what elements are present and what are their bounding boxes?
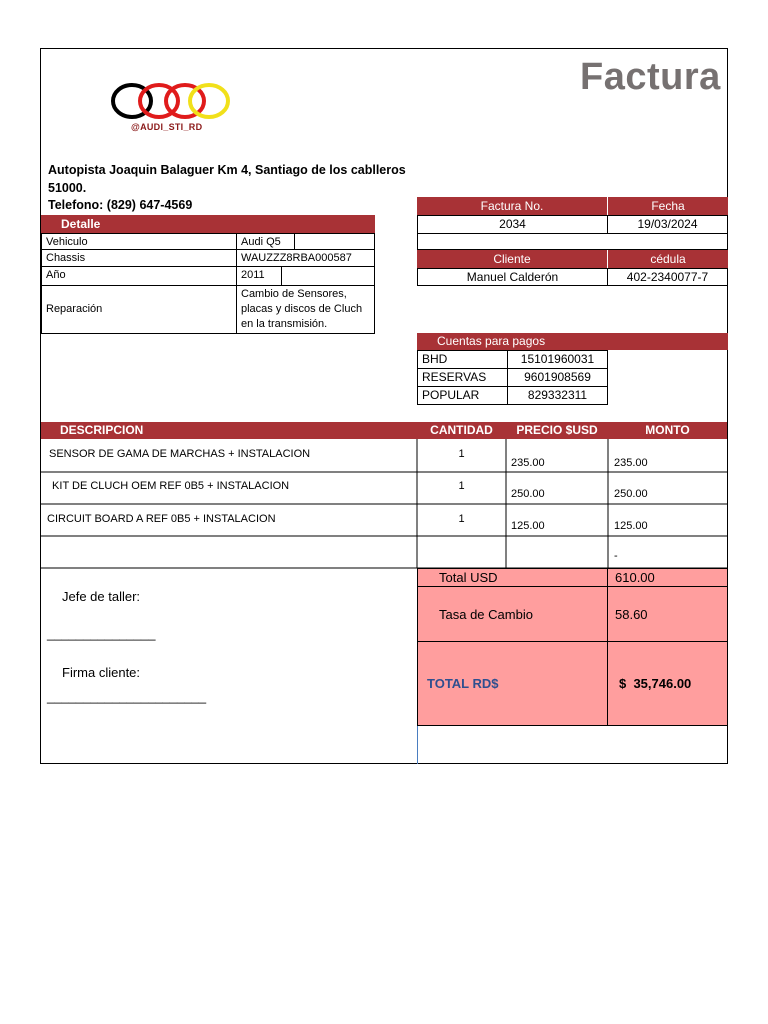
- item-description: SENSOR DE GAMA DE MARCHAS + INSTALACION: [49, 448, 311, 460]
- invoice-number-label: Factura No.: [417, 197, 607, 215]
- total-rd-label: TOTAL RD$: [427, 676, 499, 691]
- invoice-spacer-row: [417, 233, 728, 250]
- account-number: 9601908569: [507, 368, 608, 387]
- client-label: Cliente: [417, 250, 607, 268]
- account-number: 15101960031: [507, 350, 608, 369]
- accounts-header: Cuentas para pagos: [417, 333, 728, 350]
- detail-empty-cell: [281, 266, 375, 286]
- detail-value-repair: Cambio de Sensores, placas y discos de Cluch en la transmisión.: [236, 285, 375, 334]
- detail-label-year: Año: [41, 266, 237, 286]
- rings-logo: [110, 82, 254, 122]
- chief-signature-line: _______________: [47, 626, 156, 641]
- item-qty: 1: [458, 480, 465, 492]
- item-qty: 1: [458, 513, 465, 525]
- item-price: 250.00: [511, 488, 545, 500]
- item-description: CIRCUIT BOARD A REF 0B5 + INSTALACION: [47, 513, 276, 525]
- account-bank: RESERVAS: [417, 368, 508, 387]
- total-usd-value-cell: [607, 568, 728, 587]
- account-bank: BHD: [417, 350, 508, 369]
- item-price: 235.00: [511, 457, 545, 469]
- item-price: 125.00: [511, 520, 545, 532]
- detail-value-vehicle: Audi Q5: [236, 233, 295, 250]
- exchange-rate-label-cell: [417, 586, 608, 642]
- invoice-date: 19/03/2024: [607, 215, 728, 234]
- total-rd: $ 35,746.00: [619, 676, 692, 691]
- account-number: 829332311: [507, 386, 608, 405]
- chief-signature-label: Jefe de taller:: [62, 589, 141, 604]
- detail-value-chassis: WAUZZZ8RBA000587: [236, 249, 375, 267]
- invoice-title: Factura: [580, 56, 721, 98]
- detail-label-vehicle: Vehiculo: [41, 233, 237, 250]
- client-id: 402-2340077-7: [607, 268, 728, 286]
- total-usd: 610.00: [615, 570, 655, 585]
- account-bank: POPULAR: [417, 386, 508, 405]
- total-rd-value-cell: [607, 641, 728, 726]
- detail-label-repair: Reparación: [41, 285, 237, 334]
- brand-name: @AUDI_STI_RD: [131, 122, 203, 132]
- client-name: Manuel Calderón: [417, 268, 608, 286]
- item-amount: 125.00: [614, 520, 648, 532]
- blue-divider-line: [417, 726, 418, 764]
- invoice-number: 2034: [417, 215, 608, 234]
- detail-empty-cell: [294, 233, 375, 250]
- total-rd-label-cell: [417, 641, 608, 726]
- item-qty: 1: [458, 448, 465, 460]
- exchange-rate-label: Tasa de Cambio: [439, 607, 533, 622]
- items-header-qty: CANTIDAD: [430, 423, 493, 437]
- item-description: KIT DE CLUCH OEM REF 0B5 + INSTALACION: [49, 480, 290, 492]
- phone: Telefono: (829) 647-4569: [48, 198, 193, 212]
- date-label: Fecha: [607, 197, 728, 215]
- address-line-1: Autopista Joaquin Balaguer Km 4, Santiago de los cablleros: [48, 163, 406, 177]
- exchange-rate: 58.60: [615, 607, 648, 622]
- detail-label-chassis: Chassis: [41, 249, 237, 267]
- item-amount: 250.00: [614, 488, 648, 500]
- total-usd-label-cell: [417, 568, 608, 587]
- items-header-description: DESCRIPCION: [60, 423, 144, 437]
- client-signature-label: Firma cliente:: [62, 665, 141, 680]
- items-header-price: PRECIO $USD: [516, 423, 598, 437]
- items-header-amount: MONTO: [645, 423, 690, 437]
- empty-amount-dash: -: [614, 550, 618, 562]
- total-usd-label: Total USD: [439, 570, 498, 585]
- client-signature-line: ______________________: [47, 689, 207, 704]
- item-amount: 235.00: [614, 457, 648, 469]
- detail-header: Detalle: [41, 215, 375, 233]
- detail-value-year: 2011: [236, 266, 282, 286]
- address-line-2: 51000.: [48, 181, 87, 195]
- id-label: cédula: [607, 250, 728, 268]
- exchange-rate-value-cell: [607, 586, 728, 642]
